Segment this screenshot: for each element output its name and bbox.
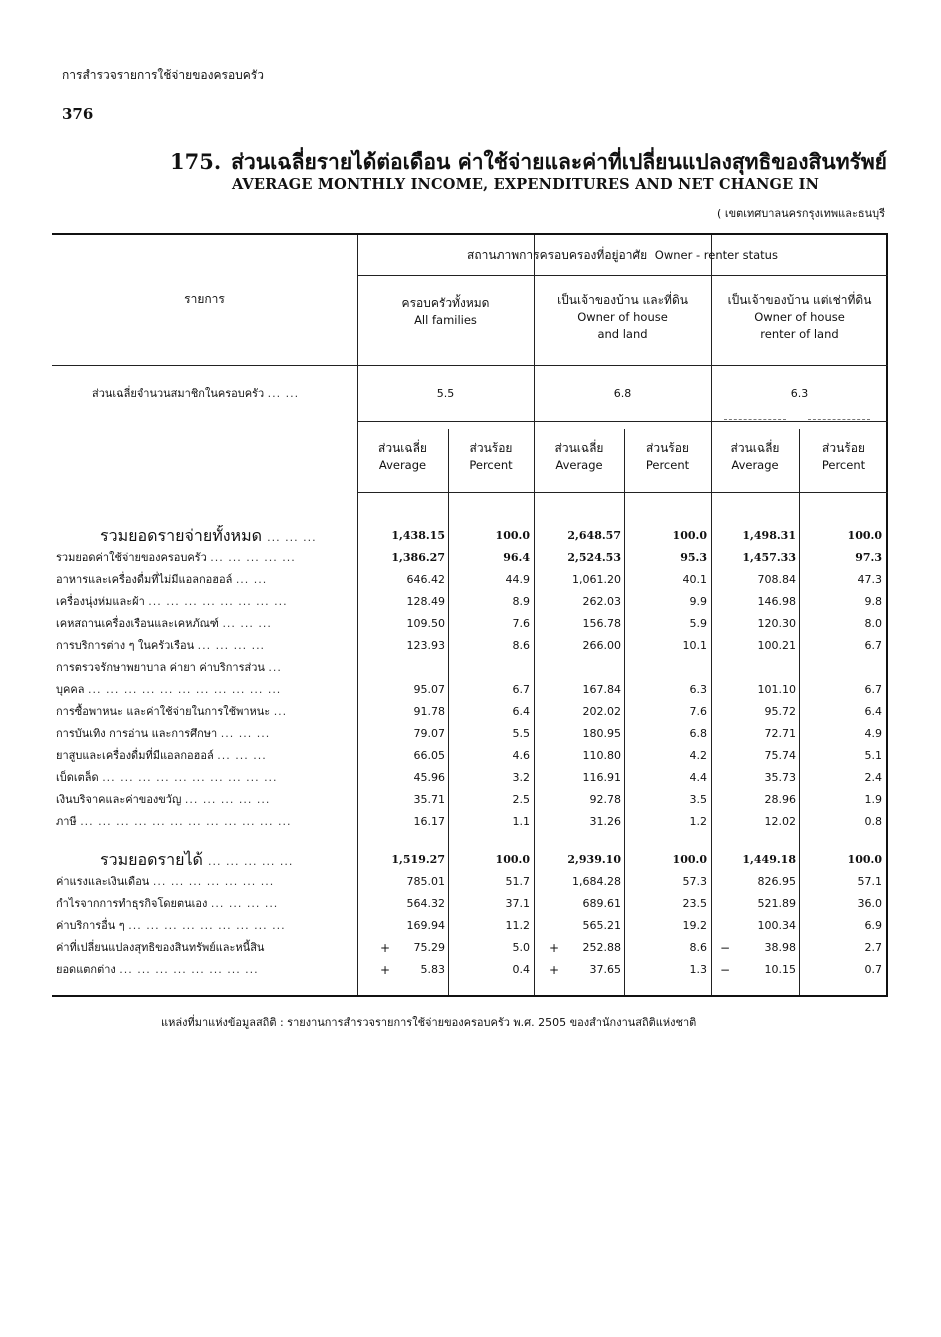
table-row (52, 789, 888, 811)
row-label-text: การบริการต่าง ๆ ในครัวเรือน (56, 639, 195, 652)
average-cell: 116.91 (582, 771, 621, 784)
row-label (56, 723, 352, 745)
average-header-english: Average (555, 458, 603, 472)
row-label-text: ภาษี (56, 815, 77, 828)
average-cell: 37.65 (589, 963, 621, 976)
average-cell: 2,939.10 (567, 853, 621, 866)
average-header-thai: ส่วนเฉลี่ย (378, 441, 427, 455)
leader-dots: ... ... ... ... ... ... ... ... ... ... ... ... (80, 815, 292, 828)
average-cell: 826.95 (757, 875, 796, 888)
percent-cell: 8.0 (864, 617, 882, 630)
sign-marker: + (549, 963, 560, 977)
status-header-thai: สถานภาพการครอบครองที่อยู่อาศัย (467, 248, 648, 262)
status-header-english: Owner - renter status (654, 248, 778, 262)
average-cell: 72.71 (764, 727, 796, 740)
percent-cell: 51.7 (505, 875, 530, 888)
row-label-text: ค่าที่เปลี่ยนแปลงสุทธิของสินทรัพย์และหนี้สิน (56, 941, 265, 954)
group-header-thai: เป็นเจ้าของบ้าน และที่ดิน (557, 293, 688, 307)
row-label-text: การตรวจรักษาพยาบาล ค่ายา ค่าบริการส่วน (56, 661, 265, 674)
average-cell: 266.00 (582, 639, 621, 652)
average-cell: 120.30 (757, 617, 796, 630)
percent-cell: 57.1 (857, 875, 882, 888)
percent-header-english: Percent (469, 458, 513, 472)
percent-cell: 36.0 (857, 897, 882, 910)
row-label (56, 811, 352, 833)
average-cell: 564.32 (406, 897, 445, 910)
average-cell: 1,498.31 (742, 529, 796, 542)
row-label-text: ยอดแตกต่าง (56, 963, 116, 976)
percent-cell: 4.6 (512, 749, 530, 762)
average-cell: 95.07 (413, 683, 445, 696)
row-label-text: รวมยอดค่าใช้จ่ายของครอบครัว (56, 551, 207, 564)
group-header-english: renter of land (760, 327, 839, 341)
sign-marker: + (380, 963, 391, 977)
percent-cell: 5.0 (512, 941, 530, 954)
percent-cell: 8.6 (512, 639, 530, 652)
dashed-rule (808, 419, 870, 420)
average-cell: 180.95 (582, 727, 621, 740)
percent-cell: 44.9 (505, 573, 530, 586)
percent-cell: 2.7 (864, 941, 882, 954)
percent-cell: 6.8 (689, 727, 707, 740)
table-number: 175. (170, 149, 222, 174)
dashed-rule (724, 419, 786, 420)
percent-cell: 0.7 (864, 963, 882, 976)
average-header-english: Average (731, 458, 779, 472)
percent-cell: 100.0 (495, 853, 530, 866)
group-header-thai: เป็นเจ้าของบ้าน แต่เช่าที่ดิน (727, 293, 872, 307)
percent-cell: 11.2 (505, 919, 530, 932)
percent-column-header (799, 440, 888, 474)
table-row (52, 701, 888, 723)
average-header-thai: ส่วนเฉลี่ย (730, 441, 780, 455)
leader-dots: ... ... ... ... (197, 639, 266, 652)
table-title-english: AVERAGE MONTHLY INCOME, EXPENDITURES AND NET CHANGE IN (232, 176, 820, 193)
percent-cell: 1.9 (864, 793, 882, 806)
percent-cell: 10.1 (682, 639, 707, 652)
table-row (52, 657, 888, 679)
average-cell: 91.78 (413, 705, 445, 718)
average-cell: 45.96 (413, 771, 445, 784)
percent-cell: 95.3 (680, 551, 707, 564)
average-cell: 2,524.53 (567, 551, 621, 564)
table-row (52, 635, 888, 657)
percent-cell: 5.1 (864, 749, 882, 762)
percent-column-header (448, 440, 534, 474)
row-label (100, 525, 396, 549)
row-label-text: การบันเทิง การอ่าน และการศึกษา (56, 727, 218, 740)
average-cell: 10.15 (764, 963, 796, 976)
average-column-header (357, 440, 448, 474)
percent-header-english: Percent (821, 458, 866, 472)
row-label-text: บุคคล (56, 683, 85, 696)
percent-cell: 97.3 (855, 551, 882, 564)
row-label (56, 591, 352, 613)
average-cell: 689.61 (582, 897, 621, 910)
percent-cell: 6.3 (689, 683, 707, 696)
percent-cell: 5.5 (512, 727, 530, 740)
average-cell: 1,449.18 (742, 853, 796, 866)
average-cell: 31.26 (589, 815, 621, 828)
row-label-text: ยาสูบและเครื่องดื่มที่มีแอลกอฮอล์ (56, 749, 214, 762)
percent-cell: 8.9 (512, 595, 530, 608)
average-cell: 1,457.33 (742, 551, 796, 564)
leader-dots: ... ... (267, 387, 300, 400)
sign-marker: − (720, 941, 731, 955)
row-label (56, 937, 352, 959)
average-column-header (711, 440, 799, 474)
average-cell: 101.10 (757, 683, 796, 696)
average-cell: 35.73 (764, 771, 796, 784)
table-row (52, 525, 888, 547)
percent-cell: 6.7 (864, 639, 882, 652)
members-label (92, 383, 352, 405)
leader-dots: ... ... (235, 573, 268, 586)
row-label (56, 767, 352, 789)
table-title-thai-text: ส่วนเฉลี่ยรายได้ต่อเดือน ค่าใช้จ่ายและค่าที่เปลี่ยนแปลงสุทธิของสินทรัพย์ (231, 149, 887, 174)
row-label-text: เครื่องนุ่งห่มและผ้า (56, 595, 145, 608)
row-label (56, 789, 352, 811)
row-label-text: ค่าบริการอื่น ๆ (56, 919, 125, 932)
leader-dots: ... ... ... ... ... ... ... ... (148, 595, 288, 608)
header-rule (52, 365, 888, 366)
percent-header-thai: ส่วนร้อย (469, 441, 513, 455)
area-note: ( เขตเทศบาลนครกรุงเทพและธนบุรี (717, 207, 885, 220)
leader-dots: ... (268, 661, 282, 674)
group-header-all-families (357, 295, 534, 329)
average-cell: 252.88 (582, 941, 621, 954)
table-row (52, 613, 888, 635)
percent-header-thai: ส่วนร้อย (822, 441, 865, 455)
average-cell: 95.72 (764, 705, 796, 718)
table-row (52, 767, 888, 789)
average-cell: 262.03 (582, 595, 621, 608)
percent-cell: 37.1 (505, 897, 530, 910)
members-row (52, 383, 888, 405)
row-label (100, 849, 396, 873)
table-row (52, 547, 888, 569)
members-value: 6.3 (790, 387, 809, 400)
average-cell: 28.96 (764, 793, 796, 806)
row-label-text: ค่าแรงและเงินเดือน (56, 875, 150, 888)
group-header-english: and land (597, 327, 648, 341)
table-row (52, 849, 888, 871)
leader-dots: ... ... ... ... ... (184, 793, 271, 806)
group-header-english: Owner of house (577, 310, 668, 324)
average-cell: 1,386.27 (391, 551, 445, 564)
row-label-text: รวมยอดรายได้ (100, 850, 203, 869)
row-label (56, 635, 352, 657)
members-value: 5.5 (436, 387, 455, 400)
row-label (56, 679, 352, 701)
average-cell: 38.98 (764, 941, 796, 954)
percent-cell: 6.4 (512, 705, 530, 718)
table-row (52, 591, 888, 613)
average-cell: 146.98 (757, 595, 796, 608)
table-row (52, 679, 888, 701)
percent-cell: 100.0 (672, 529, 707, 542)
average-cell: 1,684.28 (572, 875, 621, 888)
percent-cell: 19.2 (682, 919, 707, 932)
row-label-text: การซื้อพาหนะ และค่าใช้จ่ายในการใช้พาหนะ (56, 705, 271, 718)
average-cell: 521.89 (757, 897, 796, 910)
table-row (52, 915, 888, 937)
leader-dots: ... ... ... ... ... (207, 855, 294, 868)
average-cell: 156.78 (582, 617, 621, 630)
leader-dots: ... ... ... ... ... ... ... ... ... (128, 919, 286, 932)
leader-dots: ... ... ... (217, 749, 267, 762)
leader-dots: ... ... ... (222, 617, 272, 630)
group-header-owner-house-renter-land (711, 292, 888, 343)
percent-cell: 1.2 (689, 815, 707, 828)
average-cell: 16.17 (413, 815, 445, 828)
leader-dots: ... ... ... ... ... (210, 551, 296, 564)
percent-cell: 100.0 (847, 853, 882, 866)
table-row (52, 723, 888, 745)
leader-dots: ... ... ... ... ... ... ... (152, 875, 275, 888)
percent-cell: 4.9 (864, 727, 882, 740)
percent-cell: 7.6 (689, 705, 707, 718)
percent-cell: 4.2 (689, 749, 707, 762)
average-cell: 169.94 (406, 919, 445, 932)
leader-dots: ... ... ... (220, 727, 271, 740)
average-cell: 708.84 (757, 573, 796, 586)
percent-cell: 4.4 (689, 771, 707, 784)
percent-cell: 6.7 (512, 683, 530, 696)
percent-cell: 96.4 (503, 551, 530, 564)
data-table (52, 233, 888, 997)
leader-dots: ... ... ... ... ... ... ... ... ... ... ... (87, 683, 282, 696)
status-header (357, 247, 888, 264)
average-cell: 1,519.27 (391, 853, 445, 866)
row-label-text: อาหารและเครื่องดื่มที่ไม่มีแอลกอฮอล์ (56, 573, 233, 586)
percent-cell: 1.1 (512, 815, 530, 828)
average-cell: 5.83 (420, 963, 445, 976)
average-cell: 1,438.15 (391, 529, 445, 542)
row-label (56, 915, 352, 937)
sign-marker: + (380, 941, 391, 955)
group-header-thai: ครอบครัวทั้งหมด (401, 296, 490, 310)
table-row (52, 811, 888, 833)
percent-cell: 0.8 (864, 815, 882, 828)
average-cell: 12.02 (764, 815, 796, 828)
members-label-text: ส่วนเฉลี่ยจำนวนสมาชิกในครอบครัว (92, 387, 265, 400)
percent-cell: 3.5 (689, 793, 707, 806)
row-label (56, 701, 352, 723)
running-head: การสำรวจรายการใช้จ่ายของครอบครัว (62, 68, 264, 82)
percent-cell: 2.4 (864, 771, 882, 784)
group-header-english: All families (414, 313, 477, 327)
average-cell: 110.80 (582, 749, 621, 762)
percent-cell: 8.6 (689, 941, 707, 954)
average-cell: 646.42 (406, 573, 445, 586)
percent-cell: 100.0 (847, 529, 882, 542)
leader-dots: ... ... ... (267, 531, 317, 544)
average-cell: 100.21 (757, 639, 796, 652)
percent-cell: 3.2 (512, 771, 530, 784)
percent-cell: 2.5 (512, 793, 530, 806)
item-column-header: รายการ (184, 292, 225, 306)
average-cell: 109.50 (406, 617, 445, 630)
average-cell: 79.07 (413, 727, 445, 740)
table-row (52, 745, 888, 767)
percent-cell: 6.4 (864, 705, 882, 718)
average-cell: 75.74 (764, 749, 796, 762)
average-cell: 128.49 (406, 595, 445, 608)
average-cell: 1,061.20 (572, 573, 621, 586)
row-label (56, 657, 352, 679)
percent-cell: 0.4 (512, 963, 530, 976)
sign-marker: + (549, 941, 560, 955)
average-cell: 92.78 (589, 793, 621, 806)
average-cell: 75.29 (413, 941, 445, 954)
leader-dots: ... (273, 705, 288, 718)
table-row (52, 569, 888, 591)
row-label-text: เงินบริจาคและค่าของขวัญ (56, 793, 182, 806)
percent-cell: 5.9 (689, 617, 707, 630)
percent-column-header (624, 440, 711, 474)
leader-dots: ... ... ... ... (210, 897, 279, 910)
header-rule (357, 421, 888, 422)
percent-cell: 6.9 (864, 919, 882, 932)
table-row (52, 959, 888, 981)
table-title-thai (170, 146, 887, 179)
row-label (56, 613, 352, 635)
average-cell: 565.21 (582, 919, 621, 932)
leader-dots: ... ... ... ... ... ... ... ... (119, 963, 259, 976)
percent-cell: 1.3 (689, 963, 707, 976)
average-cell: 66.05 (413, 749, 445, 762)
average-column-header (534, 440, 624, 474)
average-cell: 167.84 (582, 683, 621, 696)
average-cell: 785.01 (406, 875, 445, 888)
percent-cell: 100.0 (672, 853, 707, 866)
row-label (56, 547, 352, 569)
average-header-thai: ส่วนเฉลี่ย (554, 441, 604, 455)
percent-cell: 9.9 (689, 595, 707, 608)
header-rule (357, 492, 888, 493)
percent-cell: 57.3 (682, 875, 707, 888)
percent-header-thai: ส่วนร้อย (646, 441, 689, 455)
average-cell: 100.34 (757, 919, 796, 932)
percent-header-english: Percent (645, 458, 690, 472)
average-cell: 35.71 (413, 793, 445, 806)
row-label-text: เบ็ดเตล็ด (56, 771, 99, 784)
group-header-english: Owner of house (754, 310, 845, 324)
percent-cell: 23.5 (682, 897, 707, 910)
average-header-english: Average (378, 458, 427, 472)
row-label (56, 745, 352, 767)
source-note: แหล่งที่มาแห่งข้อมูลสถิติ : รายงานการสำรวจรายการใช้จ่ายของครอบครัว พ.ศ. 2505 ของสำนักงานสถิติแห่งชาติ (161, 1016, 697, 1029)
table-row (52, 871, 888, 893)
percent-cell: 6.7 (864, 683, 882, 696)
row-label (56, 959, 352, 981)
row-label (56, 871, 352, 893)
group-header-owner-house-land (534, 292, 711, 343)
row-label-text: รวมยอดรายจ่ายทั้งหมด (100, 526, 263, 545)
percent-cell: 40.1 (682, 573, 707, 586)
leader-dots: ... ... ... ... ... ... ... ... ... ... (102, 771, 278, 784)
page-number: 376 (62, 105, 94, 123)
table-row (52, 893, 888, 915)
members-value: 6.8 (613, 387, 632, 400)
percent-cell: 47.3 (857, 573, 882, 586)
average-cell: 123.93 (406, 639, 445, 652)
row-label (56, 893, 352, 915)
row-label-text: เคหสถานเครื่องเรือนและเคหภัณฑ์ (56, 617, 219, 630)
average-cell: 2,648.57 (567, 529, 621, 542)
header-rule (357, 275, 888, 276)
percent-cell: 9.8 (864, 595, 882, 608)
row-label-text: กำไรจากการทำธุรกิจโดยตนเอง (56, 897, 208, 910)
row-label (56, 569, 352, 591)
percent-cell: 100.0 (495, 529, 530, 542)
sign-marker: − (720, 963, 731, 977)
average-cell: 202.02 (582, 705, 621, 718)
percent-cell: 7.6 (512, 617, 530, 630)
table-row (52, 937, 888, 959)
